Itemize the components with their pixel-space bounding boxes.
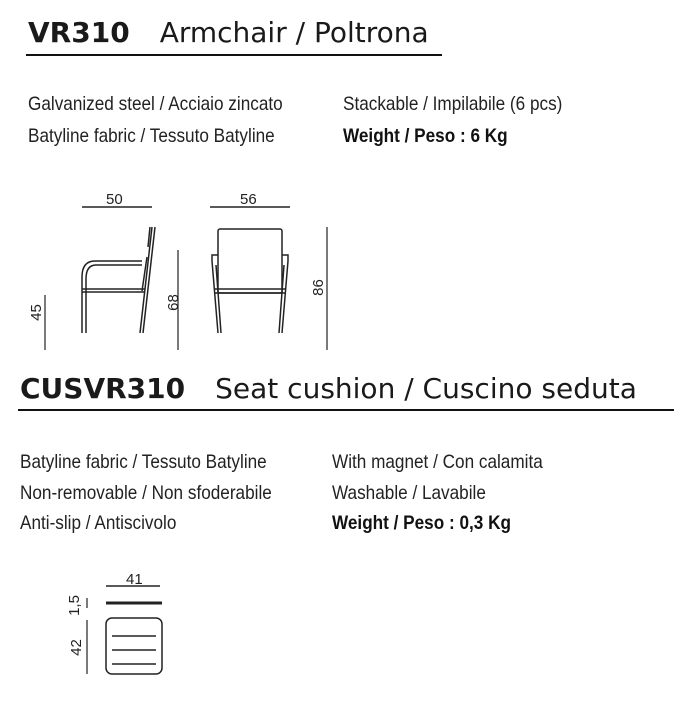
armchair-dim-side-width: 50 bbox=[106, 191, 123, 208]
armchair-heading bbox=[28, 16, 429, 49]
armchair-dim-arm-height: 68 bbox=[164, 294, 182, 311]
armchair-heading-rule bbox=[26, 54, 442, 56]
armchair-dim-front-width: 56 bbox=[240, 191, 257, 208]
armchair-front-view bbox=[200, 185, 350, 355]
cushion-weight: Weight / Peso : 0,3 Kg bbox=[332, 512, 511, 534]
cushion-code: CUSVR310 bbox=[20, 372, 186, 405]
armchair-spec-stackable: Stackable / Impilabile (6 pcs) bbox=[343, 93, 563, 115]
cushion-name: Seat cushion / Cuscino seduta bbox=[215, 372, 637, 405]
cushion-heading-rule bbox=[18, 409, 674, 411]
armchair-dim-total-height: 86 bbox=[309, 279, 327, 296]
cushion-spec-antislip: Anti-slip / Antiscivolo bbox=[20, 512, 177, 534]
armchair-spec-fabric: Batyline fabric / Tessuto Batyline bbox=[28, 125, 275, 147]
cushion-heading bbox=[20, 372, 637, 405]
cushion-spec-fabric: Batyline fabric / Tessuto Batyline bbox=[20, 451, 267, 473]
armchair-spec-material: Galvanized steel / Acciaio zincato bbox=[28, 93, 283, 115]
armchair-dim-seat-height: 45 bbox=[27, 304, 45, 321]
cushion-spec-magnet: With magnet / Con calamita bbox=[332, 451, 543, 473]
cushion-dim-width: 41 bbox=[126, 571, 143, 588]
armchair-side-view bbox=[20, 185, 200, 355]
cushion-dim-depth: 42 bbox=[67, 639, 85, 656]
armchair-code: VR310 bbox=[28, 16, 130, 49]
cushion-spec-removable: Non-removable / Non sfoderabile bbox=[20, 482, 272, 504]
armchair-weight: Weight / Peso : 6 Kg bbox=[343, 125, 508, 147]
cushion-dim-thickness: 1,5 bbox=[65, 595, 83, 616]
cushion-spec-washable: Washable / Lavabile bbox=[332, 482, 486, 504]
armchair-name: Armchair / Poltrona bbox=[159, 16, 429, 49]
cushion-drawing bbox=[60, 570, 200, 690]
